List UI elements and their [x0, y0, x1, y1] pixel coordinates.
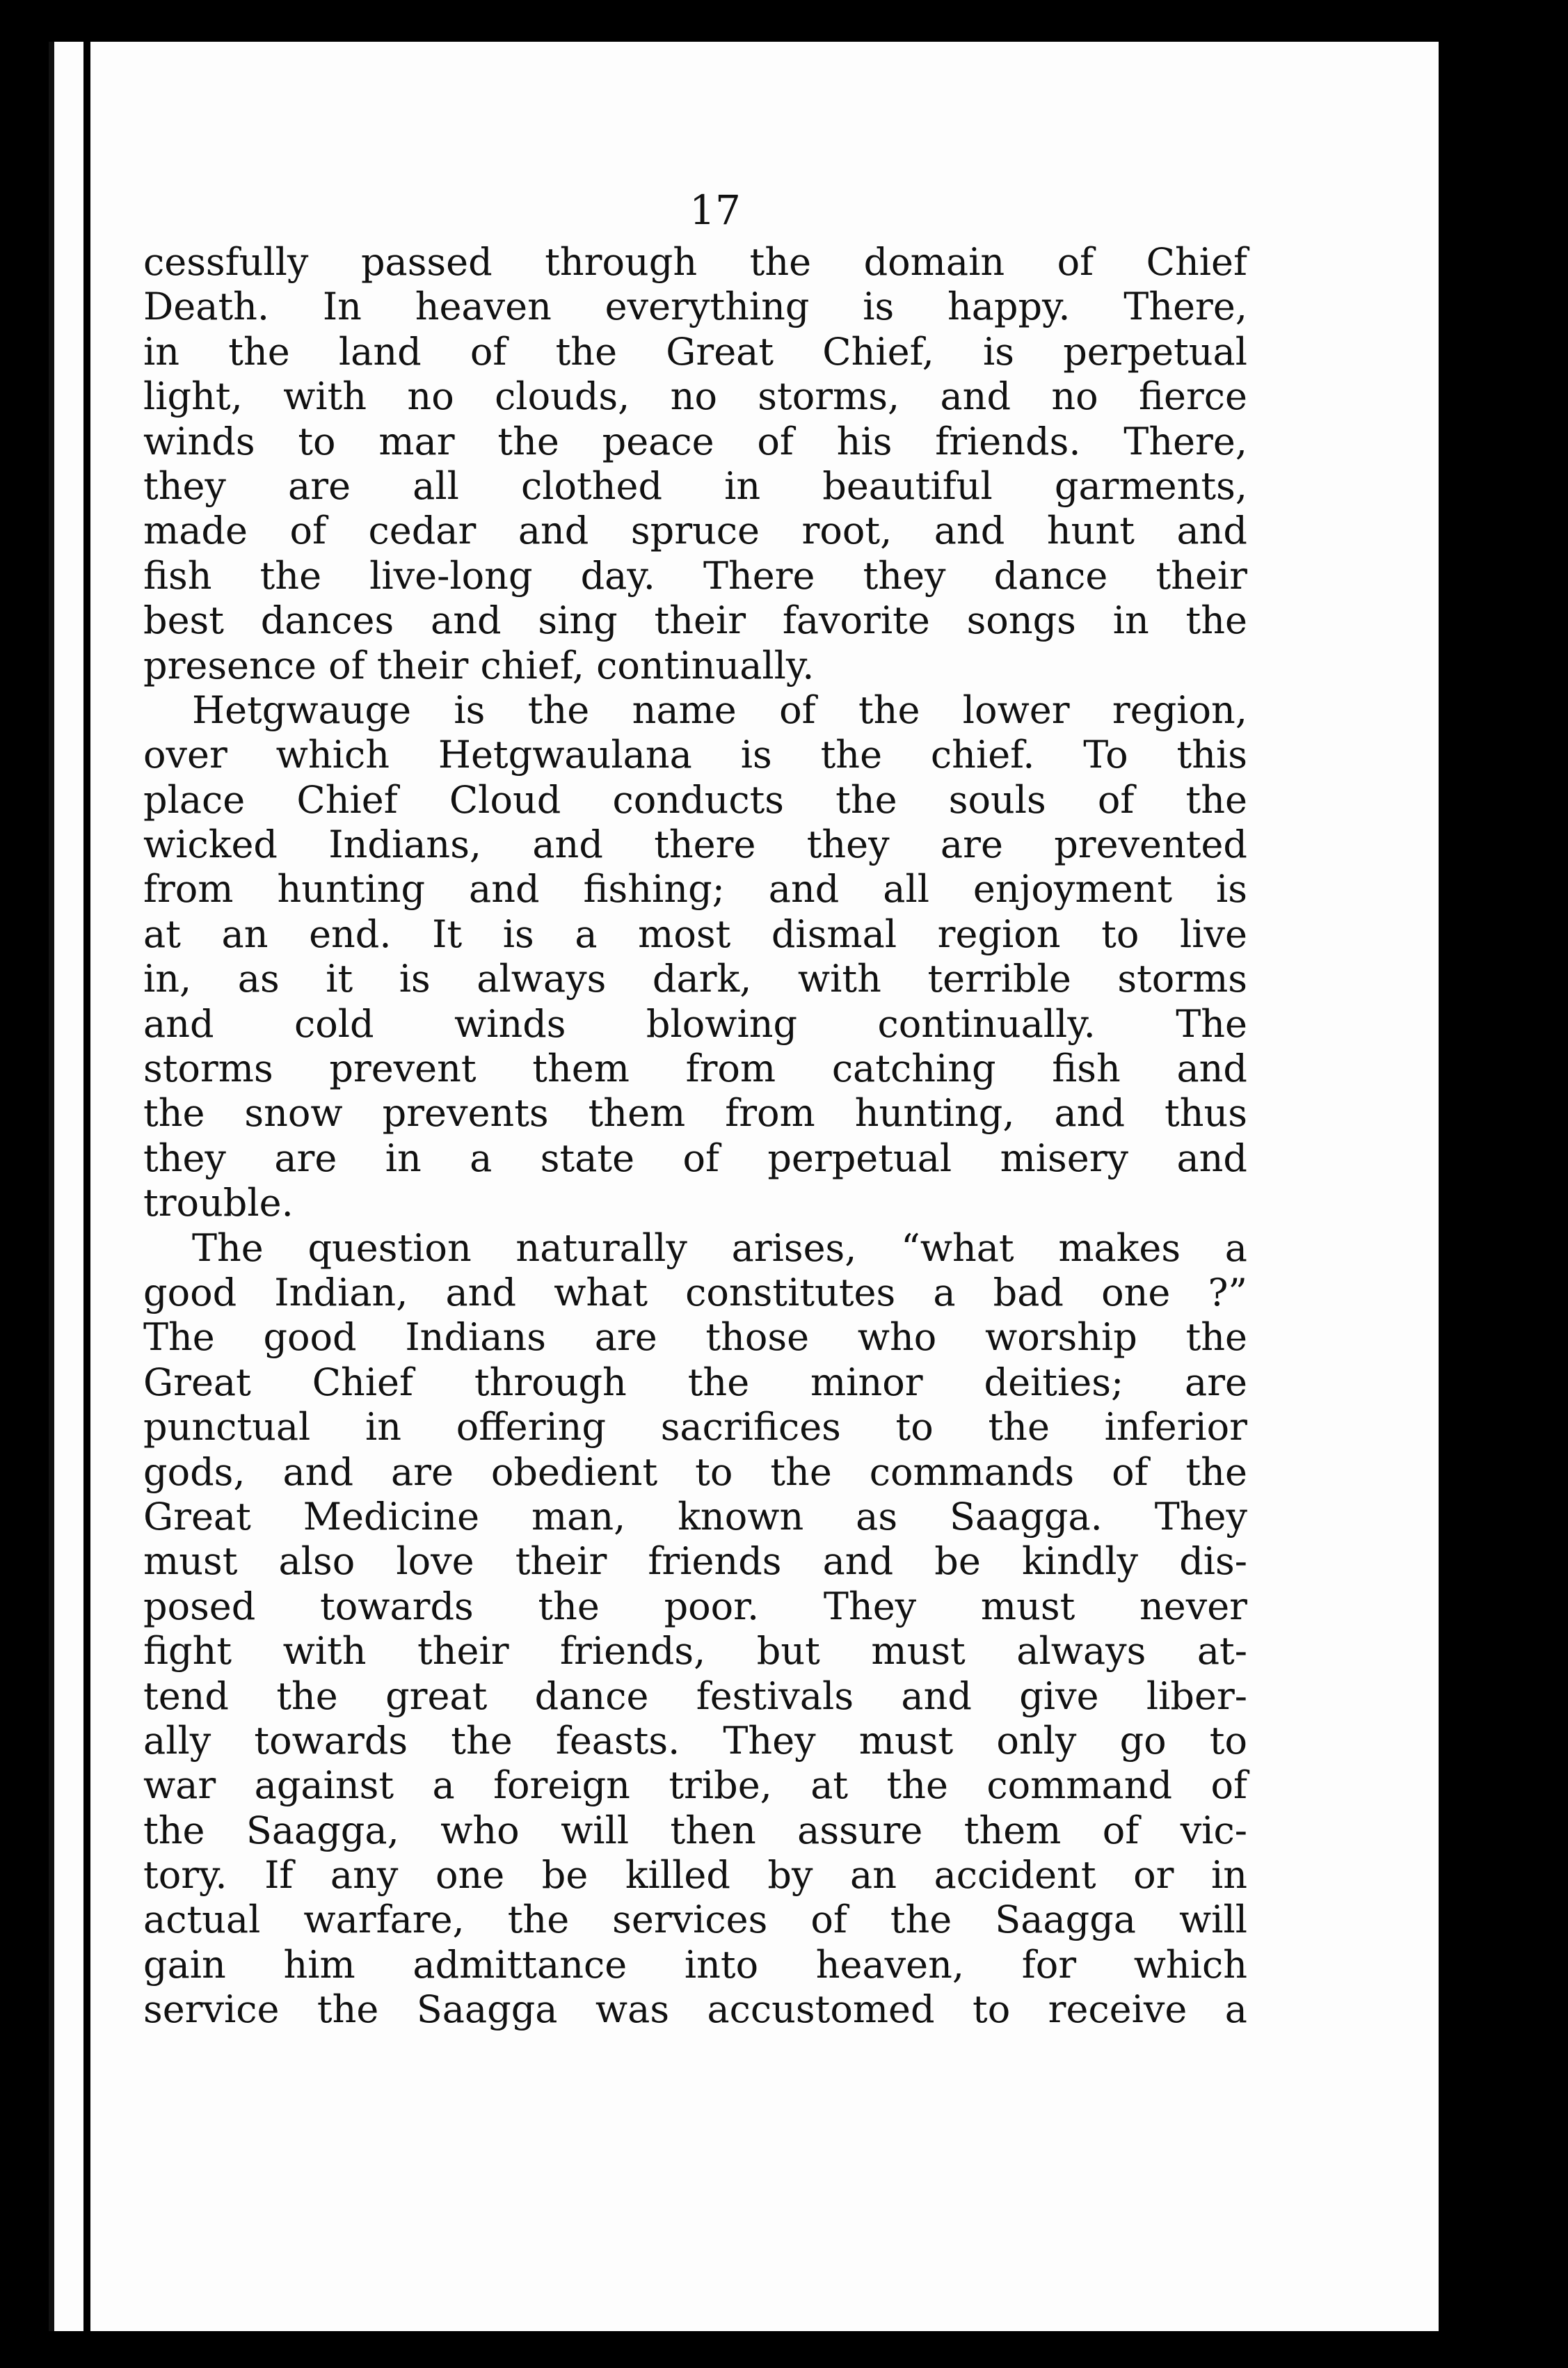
text-line: from hunting and fishing; and all enjoyment is	[143, 867, 1247, 912]
body-text	[143, 240, 1247, 2033]
text-line: storms prevent them from catching fish and	[143, 1047, 1247, 1091]
text-line: Death. In heaven everything is happy. There,	[143, 285, 1247, 329]
binding-edge	[83, 42, 90, 2331]
text-line: tend the great dance festivals and give liber-	[143, 1674, 1247, 1718]
text-line: they are in a state of perpetual misery and	[143, 1136, 1247, 1180]
text-line: wicked Indians, and there they are prevented	[143, 823, 1247, 867]
text-line: made of cedar and spruce root, and hunt and	[143, 509, 1247, 553]
text-line: good Indian, and what constitutes a bad one ?”	[143, 1270, 1247, 1314]
page-number: 17	[689, 186, 741, 234]
text-line: in, as it is always dark, with terrible storms	[143, 957, 1247, 1001]
text-line: tory. If any one be killed by an accident or in	[143, 1853, 1247, 1898]
text-line: The good Indians are those who worship the	[143, 1315, 1247, 1360]
text-line: winds to mar the peace of his friends. There,	[143, 419, 1247, 463]
text-line: and cold winds blowing continually. The	[143, 1001, 1247, 1046]
text-line: fish the live-long day. There they dance their	[143, 553, 1247, 598]
page-sheet	[49, 42, 1439, 2331]
text-line: ally towards the feasts. They must only go to	[143, 1718, 1247, 1763]
text-line: gain him admittance into heaven, for which	[143, 1942, 1247, 1987]
paragraph-start-line: Hetgwauge is the name of the lower region,	[192, 688, 1247, 732]
text-line: war against a foreign tribe, at the command of	[143, 1763, 1247, 1808]
text-line: must also love their friends and be kindly dis-	[143, 1539, 1247, 1584]
text-line: place Chief Cloud conducts the souls of the	[143, 777, 1247, 822]
text-line: punctual in offering sacrifices to the inferior	[143, 1405, 1247, 1449]
text-line: gods, and are obedient to the commands of the	[143, 1449, 1247, 1494]
text-line: service the Saagga was accustomed to receive a	[143, 1987, 1247, 2032]
text-line: best dances and sing their favorite songs in the	[143, 598, 1247, 643]
text-line: fight with their friends, but must always at-	[143, 1629, 1247, 1674]
text-line: light, with no clouds, no storms, and no fierce	[143, 374, 1247, 419]
paragraph-start-line: The question naturally arises, “what makes a	[192, 1225, 1247, 1270]
text-line: in the land of the Great Chief, is perpetual	[143, 329, 1247, 374]
text-line: posed towards the poor. They must never	[143, 1584, 1247, 1628]
text-line: actual warfare, the services of the Saagga will	[143, 1898, 1247, 1942]
text-line: presence of their chief, continually.	[143, 643, 815, 688]
text-line: at an end. It is a most dismal region to live	[143, 912, 1247, 956]
text-line: cessfully passed through the domain of Chief	[143, 240, 1247, 284]
text-line: the snow prevents them from hunting, and thus	[143, 1091, 1247, 1136]
text-line: Great Medicine man, known as Saagga. They	[143, 1494, 1247, 1539]
text-line: over which Hetgwaulana is the chief. To this	[143, 733, 1247, 777]
text-line: trouble.	[143, 1181, 294, 1225]
text-line: Great Chief through the minor deities; are	[143, 1360, 1247, 1404]
text-line: they are all clothed in beautiful garments,	[143, 463, 1247, 508]
text-line: the Saagga, who will then assure them of vic-	[143, 1808, 1247, 1852]
